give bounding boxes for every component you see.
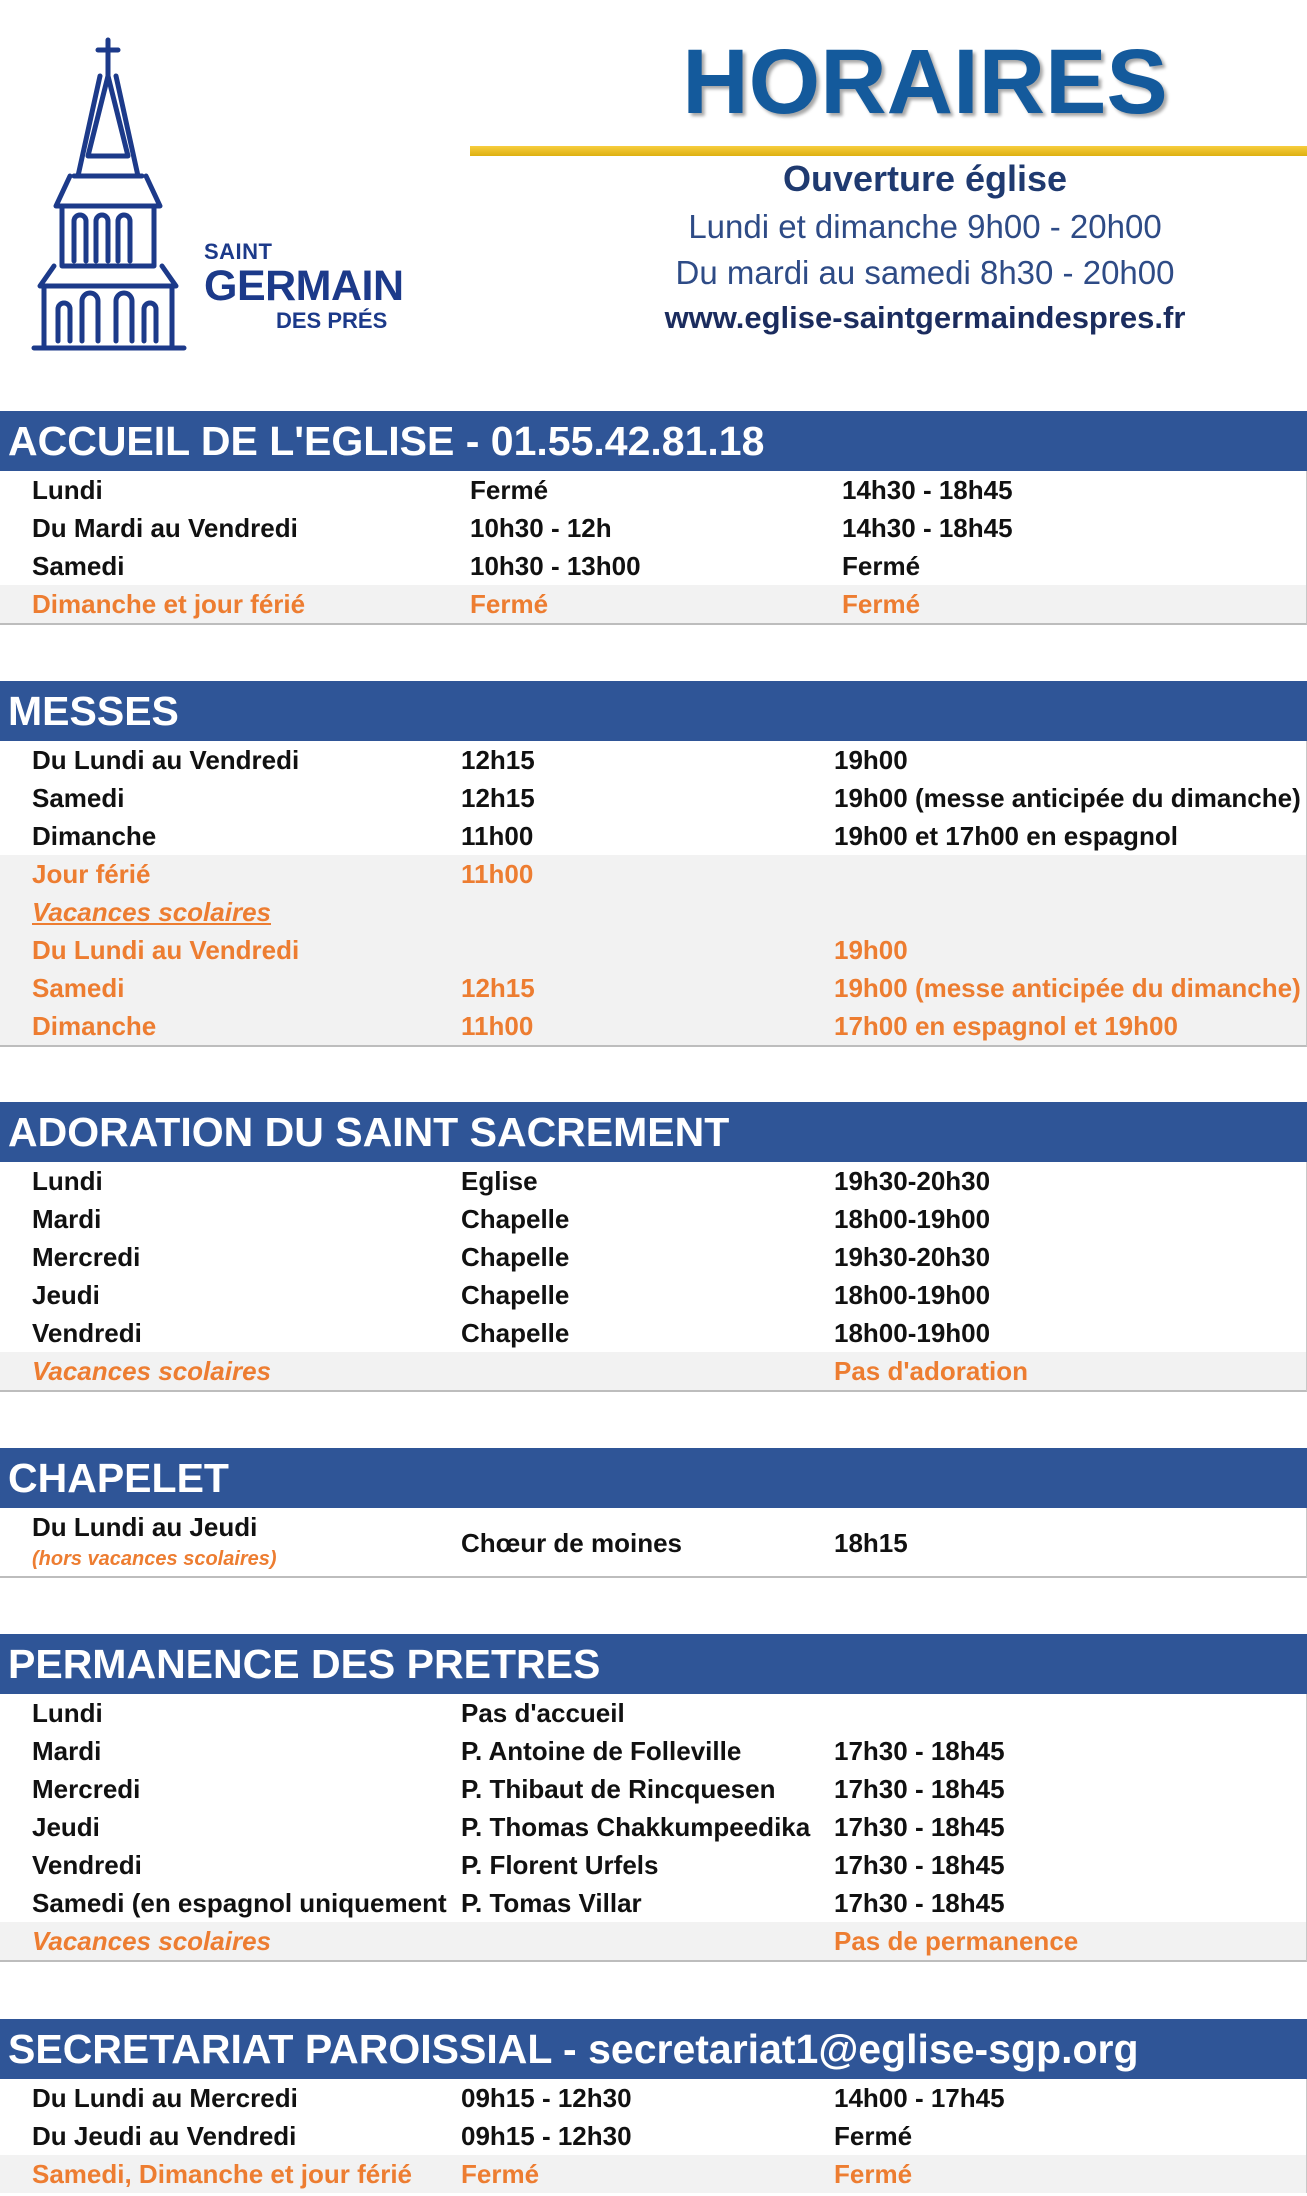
table-row	[0, 741, 1306, 779]
day-cell: Dimanche et jour férié	[32, 589, 306, 619]
time-cell: 17h30 - 18h45	[834, 1888, 1005, 1918]
day-cell: Vendredi	[32, 1850, 142, 1880]
time-cell: 18h15	[834, 1528, 908, 1558]
time-cell: 17h30 - 18h45	[834, 1812, 1005, 1842]
page-title: HORAIRES	[682, 31, 1168, 133]
time-cell: 12h15	[461, 973, 535, 1003]
day-cell: Du Lundi au Vendredi	[32, 745, 300, 775]
afternoon-cell: Fermé	[834, 2159, 913, 2189]
table-row	[0, 1508, 1306, 1576]
time-cell: 19h30-20h30	[834, 1166, 991, 1196]
time-cell: 19h00	[834, 745, 908, 775]
opening-hours-line-1: Lundi et dimanche 9h00 - 20h00	[688, 208, 1162, 245]
day-cell: Du Mardi au Vendredi	[32, 513, 298, 543]
table-row	[0, 1770, 1306, 1808]
table-row	[0, 1352, 1306, 1390]
place-cell: Eglise	[461, 1166, 538, 1196]
day-note: (hors vacances scolaires)	[32, 1548, 277, 1570]
logo-line-germain: GERMAIN	[204, 262, 404, 310]
logo-line-des-pres: DES PRÉS	[276, 308, 388, 333]
day-cell: Samedi	[32, 973, 125, 1003]
afternoon-cell: Fermé	[842, 551, 921, 581]
day-cell: Dimanche	[32, 821, 157, 851]
table-row	[0, 817, 1306, 855]
place-cell: Chapelle	[461, 1318, 570, 1348]
secretariat-table	[0, 2079, 1307, 2193]
table-row	[0, 779, 1306, 817]
table-row	[0, 547, 1306, 585]
table-row	[0, 1808, 1306, 1846]
day-cell: Du Lundi au Jeudi	[32, 1512, 258, 1542]
time-cell: 17h30 - 18h45	[834, 1774, 1005, 1804]
section-title: ACCUEIL DE L'EGLISE - 01.55.42.81.18	[0, 411, 1307, 471]
logo-line-saint: SAINT	[204, 239, 273, 264]
afternoon-cell: 14h30 - 18h45	[842, 475, 1013, 505]
table-row	[0, 2155, 1306, 2193]
time-cell: 18h00-19h00	[834, 1318, 991, 1348]
priest-cell: P. Florent Urfels	[461, 1850, 659, 1880]
day-cell: Jeudi	[32, 1280, 100, 1310]
morning-cell: 10h30 - 12h	[470, 513, 612, 543]
priest-cell: Pas d'accueil	[461, 1698, 625, 1728]
place-cell: Chapelle	[461, 1242, 570, 1272]
logo	[30, 36, 404, 356]
time-cell: 11h00	[461, 821, 534, 851]
table-row	[0, 893, 1306, 931]
morning-cell: Fermé	[470, 475, 549, 505]
time-cell: 19h30-20h30	[834, 1242, 991, 1272]
morning-cell: Fermé	[470, 589, 549, 619]
section-permanence	[0, 1634, 1307, 1962]
day-cell: Lundi	[32, 1698, 103, 1728]
logo-text	[204, 241, 404, 332]
table-row	[0, 1314, 1306, 1352]
opening-hours-line-2: Du mardi au samedi 8h30 - 20h00	[675, 254, 1175, 291]
table-row	[0, 1884, 1306, 1922]
table-row	[0, 585, 1306, 623]
table-row	[0, 2117, 1306, 2155]
vacation-heading: Vacances scolaires	[32, 897, 271, 927]
messes-table	[0, 741, 1307, 1047]
day-cell: Mardi	[32, 1736, 102, 1766]
time-cell: Pas de permanence	[834, 1926, 1079, 1956]
table-row	[0, 2079, 1306, 2117]
time-cell: 17h00 en espagnol et 19h00	[834, 1011, 1178, 1041]
day-cell: Jour férié	[32, 859, 151, 889]
day-cell: Samedi	[32, 783, 125, 813]
permanence-table	[0, 1694, 1307, 1962]
time-cell: 19h00 (messe anticipée du dimanche)	[834, 973, 1301, 1003]
table-row	[0, 1200, 1306, 1238]
day-cell: Vacances scolaires	[32, 1356, 271, 1386]
priest-cell: P. Antoine de Folleville	[461, 1736, 742, 1766]
table-row	[0, 969, 1306, 1007]
morning-cell: 09h15 - 12h30	[461, 2083, 632, 2113]
day-cell: Mercredi	[32, 1774, 141, 1804]
day-cell: Dimanche	[32, 1011, 157, 1041]
day-cell: Jeudi	[32, 1812, 100, 1842]
day-cell: Du Lundi au Vendredi	[32, 935, 300, 965]
priest-cell: P. Tomas Villar	[461, 1888, 642, 1918]
section-title: SECRETARIAT PAROISSIAL - secretariat1@eglise-sgp.org	[0, 2019, 1307, 2079]
day-cell: Vendredi	[32, 1318, 142, 1348]
day-cell: Lundi	[32, 1166, 103, 1196]
time-cell: Pas d'adoration	[834, 1356, 1028, 1386]
table-row	[0, 1732, 1306, 1770]
time-cell: 12h15	[461, 783, 535, 813]
morning-cell: 10h30 - 13h00	[470, 551, 641, 581]
section-accueil	[0, 411, 1307, 625]
section-title: CHAPELET	[0, 1448, 1307, 1508]
place-cell: Chapelle	[461, 1204, 570, 1234]
day-cell: Samedi (en espagnol uniquement	[32, 1888, 447, 1918]
place-cell: Chapelle	[461, 1280, 570, 1310]
table-row	[0, 1238, 1306, 1276]
day-cell: Lundi	[32, 475, 103, 505]
table-row	[0, 1276, 1306, 1314]
afternoon-cell: 14h00 - 17h45	[834, 2083, 1005, 2113]
table-row	[0, 855, 1306, 893]
time-cell: 11h00	[461, 1011, 534, 1041]
time-cell: 11h00	[461, 859, 534, 889]
day-cell: Samedi, Dimanche et jour férié	[32, 2159, 413, 2189]
church-tower-icon	[30, 36, 200, 356]
day-cell: Du Jeudi au Vendredi	[32, 2121, 297, 2151]
time-cell: 19h00 et 17h00 en espagnol	[834, 821, 1178, 851]
section-title: PERMANENCE DES PRETRES	[0, 1634, 1307, 1694]
section-adoration	[0, 1102, 1307, 1392]
day-cell: Mardi	[32, 1204, 102, 1234]
table-row	[0, 1694, 1306, 1732]
section-messes	[0, 681, 1307, 1047]
table-row	[0, 509, 1306, 547]
time-cell: 17h30 - 18h45	[834, 1736, 1005, 1766]
adoration-table	[0, 1162, 1307, 1392]
table-row	[0, 1162, 1306, 1200]
table-row	[0, 931, 1306, 969]
morning-cell: 09h15 - 12h30	[461, 2121, 632, 2151]
title-underline	[470, 146, 1307, 156]
opening-subtitle: Ouverture église	[782, 158, 1068, 199]
table-row	[0, 1007, 1306, 1045]
place-cell: Chœur de moines	[461, 1528, 683, 1558]
day-cell: Mercredi	[32, 1242, 141, 1272]
day-cell: Samedi	[32, 551, 125, 581]
time-cell: 19h00 (messe anticipée du dimanche)	[834, 783, 1301, 813]
section-secretariat	[0, 2019, 1307, 2193]
table-row	[0, 1922, 1306, 1960]
afternoon-cell: Fermé	[834, 2121, 913, 2151]
website-link[interactable]: www.eglise-saintgermaindespres.fr	[664, 300, 1186, 335]
table-row	[0, 471, 1306, 509]
priest-cell: P. Thomas Chakkumpeedika	[461, 1812, 811, 1842]
morning-cell: Fermé	[461, 2159, 540, 2189]
chapelet-table	[0, 1508, 1307, 1578]
time-cell: 19h00	[834, 935, 908, 965]
section-chapelet	[0, 1448, 1307, 1578]
time-cell: 17h30 - 18h45	[834, 1850, 1005, 1880]
afternoon-cell: 14h30 - 18h45	[842, 513, 1013, 543]
section-title: MESSES	[0, 681, 1307, 741]
time-cell: 12h15	[461, 745, 535, 775]
afternoon-cell: Fermé	[842, 589, 921, 619]
time-cell: 18h00-19h00	[834, 1280, 991, 1310]
accueil-table	[0, 471, 1307, 625]
priest-cell: P. Thibaut de Rincquesen	[461, 1774, 776, 1804]
time-cell: 18h00-19h00	[834, 1204, 991, 1234]
day-cell: Vacances scolaires	[32, 1926, 271, 1956]
section-title: ADORATION DU SAINT SACREMENT	[0, 1102, 1307, 1162]
day-cell: Du Lundi au Mercredi	[32, 2083, 298, 2113]
table-row	[0, 1846, 1306, 1884]
